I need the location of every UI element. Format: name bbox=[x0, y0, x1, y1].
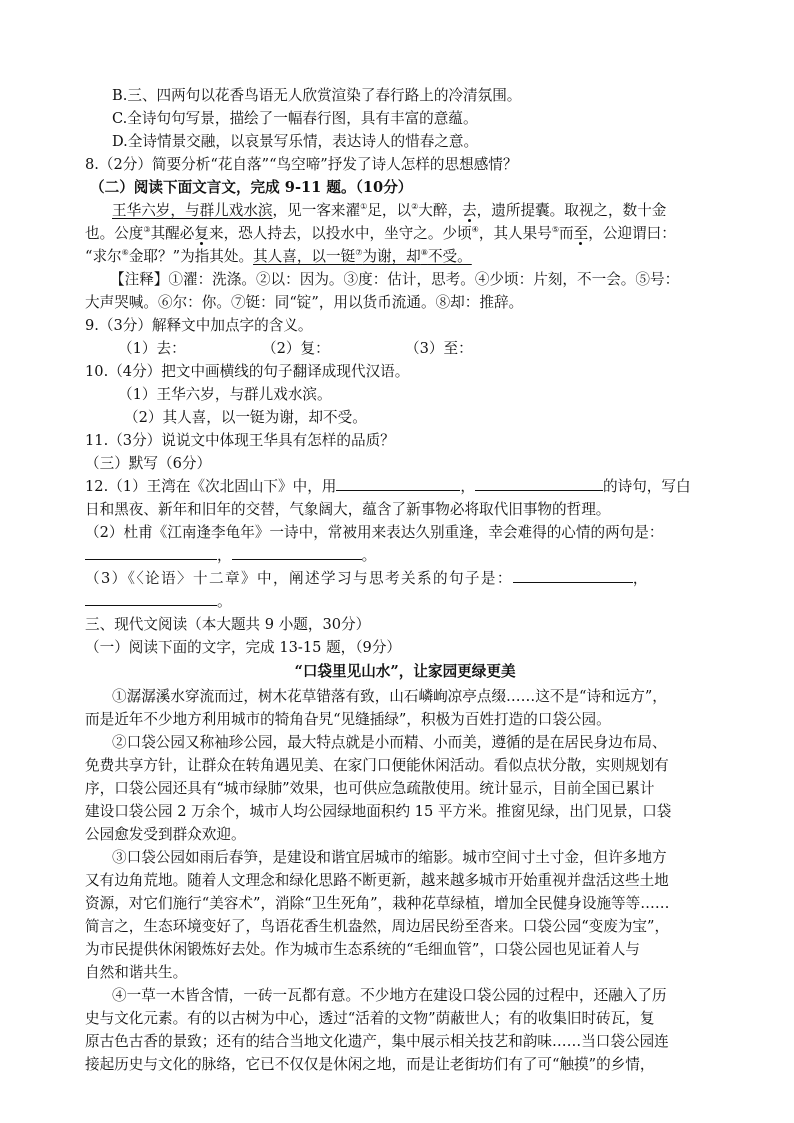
question-9-2: （2）复： bbox=[262, 340, 330, 357]
para-3-line-2: 又有边角荒地。随着人文理念和绿化思路不断更新，越来越多城市开始重视并盘活这些土地 bbox=[85, 872, 669, 889]
answer-blank[interactable] bbox=[85, 544, 217, 560]
question-9-3: （3）至： bbox=[405, 340, 473, 357]
question-12-1-cont: 日和黑夜、新年和旧年的交替，气象阔大，蕴含了新事物必将取代旧事物的哲理。 bbox=[85, 501, 611, 518]
question-9: 9.（3分）解释文中加点字的含义。 bbox=[85, 317, 313, 334]
para-4-line-2: 史与文化元素。有的以古树为中心，透过“活着的文物”荫蔽世人；有的收集旧时砖瓦，复 bbox=[85, 1010, 655, 1027]
answer-blank[interactable] bbox=[232, 544, 362, 560]
question-12-3-blank: 。 bbox=[85, 590, 725, 613]
para-1-line-2: 而是近年不少地方利用城市的犄角旮旯“见缝插绿”，积极为百姓打造的口袋公园。 bbox=[85, 711, 611, 728]
question-12-3: （3）《〈论语〉十二章》中，阐述学习与思考关系的句子是： ， bbox=[85, 567, 725, 590]
para-2-line-3: 序，口袋公园还具有“城市绿肺”效果，也可供应急疏散使用。统计显示，目前全国已累计 bbox=[85, 780, 655, 797]
notes-line-1: 【注释】①濯：洗涤。②以：因为。③度：估计，思考。④少顷：片刻，不一会。⑤号： bbox=[110, 271, 680, 288]
para-4-line-1: ④一草一木皆含情，一砖一瓦都有意。不少地方在建设口袋公园的过程中，还融入了历 bbox=[112, 987, 667, 1004]
question-8: 8.（2分）简要分析“花自落”“鸟空啼”抒发了诗人怎样的思想感情？ bbox=[85, 156, 518, 173]
para-2-line-4: 建设口袋公园 2 万余个，城市人均公园绿地面积约 15 平方米。推窗见绿，出门见景，口袋 bbox=[85, 803, 672, 820]
answer-blank[interactable] bbox=[336, 475, 460, 491]
para-2-line-5: 公园愈发受到群众欢迎。 bbox=[85, 826, 246, 843]
underlined-sentence-1: 王华六岁，与群儿戏水滨 bbox=[112, 202, 273, 219]
question-11: 11.（3分）说说文中体现王华具有怎样的品质？ bbox=[85, 432, 395, 449]
question-12-2-blanks: ， 。 bbox=[85, 544, 725, 567]
dotted-char-qu: 去 bbox=[462, 202, 477, 219]
para-3-line-1: ③口袋公园如雨后春笋，是建设和谐宜居城市的缩影。城市空间寸土寸金，但许多地方 bbox=[112, 849, 667, 866]
answer-blank[interactable] bbox=[85, 590, 217, 606]
answer-blank[interactable] bbox=[513, 567, 633, 583]
section-3-heading: （三）默写（6分） bbox=[85, 455, 212, 472]
classical-text-line-2: 也。公度③其醒必复来，恐人持去，以投水中，坐守之。少顷④，其人果号⑤而至，公迎谓曰： bbox=[85, 225, 676, 242]
classical-text-line-3: “求尔⑥金耶？”为指其处。其人喜，以一铤⑦为谢，却⑧不受。 bbox=[85, 248, 472, 265]
question-9-1: （1）去： bbox=[118, 340, 186, 357]
option-b: B.三、四两句以花香鸟语无人欣赏渲染了春行路上的冷清氛围。 bbox=[112, 87, 522, 104]
option-c: C.全诗句句写景，描绘了一幅春行图，具有丰富的意蕴。 bbox=[112, 110, 478, 127]
para-3-line-3: 资源，对它们施行“美容术”，消除“卫生死角”，栽种花草绿植，增加全民健身设施等等…… bbox=[85, 895, 670, 912]
para-3-line-6: 自然和谐共生。 bbox=[85, 964, 188, 981]
question-10: 10.（4分）把文中画横线的句子翻译成现代汉语。 bbox=[85, 363, 410, 380]
para-3-line-5: 为市民提供休闲锻炼好去处。作为城市生态系统的“毛细血管”，口袋公园也见证着人与 bbox=[85, 941, 640, 958]
question-12-1: 12.（1）王湾在《次北固山下》中，用 ， 的诗句，写白 bbox=[85, 475, 725, 498]
underlined-sentence-2: 其人喜，以一铤⑦为谢，却⑧不受。 bbox=[253, 248, 472, 265]
part-3-heading: 三、现代文阅读（本大题共 9 小题，30分） bbox=[85, 616, 371, 633]
para-1-line-1: ①潺潺溪水穿流而过，树木花草错落有致，山石嶙峋凉亭点缀……这不是“诗和远方”， bbox=[112, 688, 667, 705]
para-2-line-2: 免费共享方针，让群众在转角遇见美、在家门口便能休闲活动。看似点状分散，实则规划有 bbox=[85, 757, 669, 774]
section-2-heading: （二）阅读下面文言文，完成 9-11 题。（10分） bbox=[90, 179, 413, 196]
part-3-sub-1: （一）阅读下面的文字，完成 13-15 题，（9分） bbox=[85, 639, 402, 656]
para-3-line-4: 简言之，生态环境变好了，鸟语花香生机盎然，周边居民纷至沓来。口袋公园“变废为宝”， bbox=[85, 918, 670, 935]
dotted-char-zhi: 至 bbox=[573, 225, 589, 242]
option-d: D.全诗情景交融，以哀景写乐情，表达诗人的惜春之意。 bbox=[112, 133, 479, 150]
question-10-2: （2）其人喜，以一铤为谢，却不受。 bbox=[124, 409, 367, 426]
para-2-line-1: ②口袋公园又称袖珍公园，最大特点就是小而精、小而美，遵循的是在居民身边布局、 bbox=[112, 734, 667, 751]
dotted-char-fu: 复 bbox=[194, 225, 209, 242]
article-title: “口袋里见山水”，让家园更绿更美 bbox=[294, 663, 516, 680]
para-4-line-4: 接起历史与文化的脉络，它已不仅仅是休闲之地，而是让老街坊们有了可“触摸”的乡情， bbox=[85, 1056, 655, 1073]
notes-line-2: 大声哭喊。⑥尔：你。⑦铤：同“锭”，用以货币流通。⑧却：推辞。 bbox=[85, 294, 524, 311]
para-4-line-3: 原古色古香的景致；还有的结合当地文化遗产，集中展示相关技艺和韵味……当口袋公园连 bbox=[85, 1033, 669, 1050]
question-10-1: （1）王华六岁，与群儿戏水滨。 bbox=[118, 386, 332, 403]
classical-text-line-1: 王华六岁，与群儿戏水滨，见一客来濯①足，以②大醉，去，遗所提囊。取视之，数十金 bbox=[112, 202, 667, 219]
answer-blank[interactable] bbox=[475, 475, 603, 491]
question-12-2: （2）杜甫《江南逢李龟年》一诗中，常被用来表达久别重逢，幸会难得的心情的两句是： bbox=[85, 524, 664, 541]
